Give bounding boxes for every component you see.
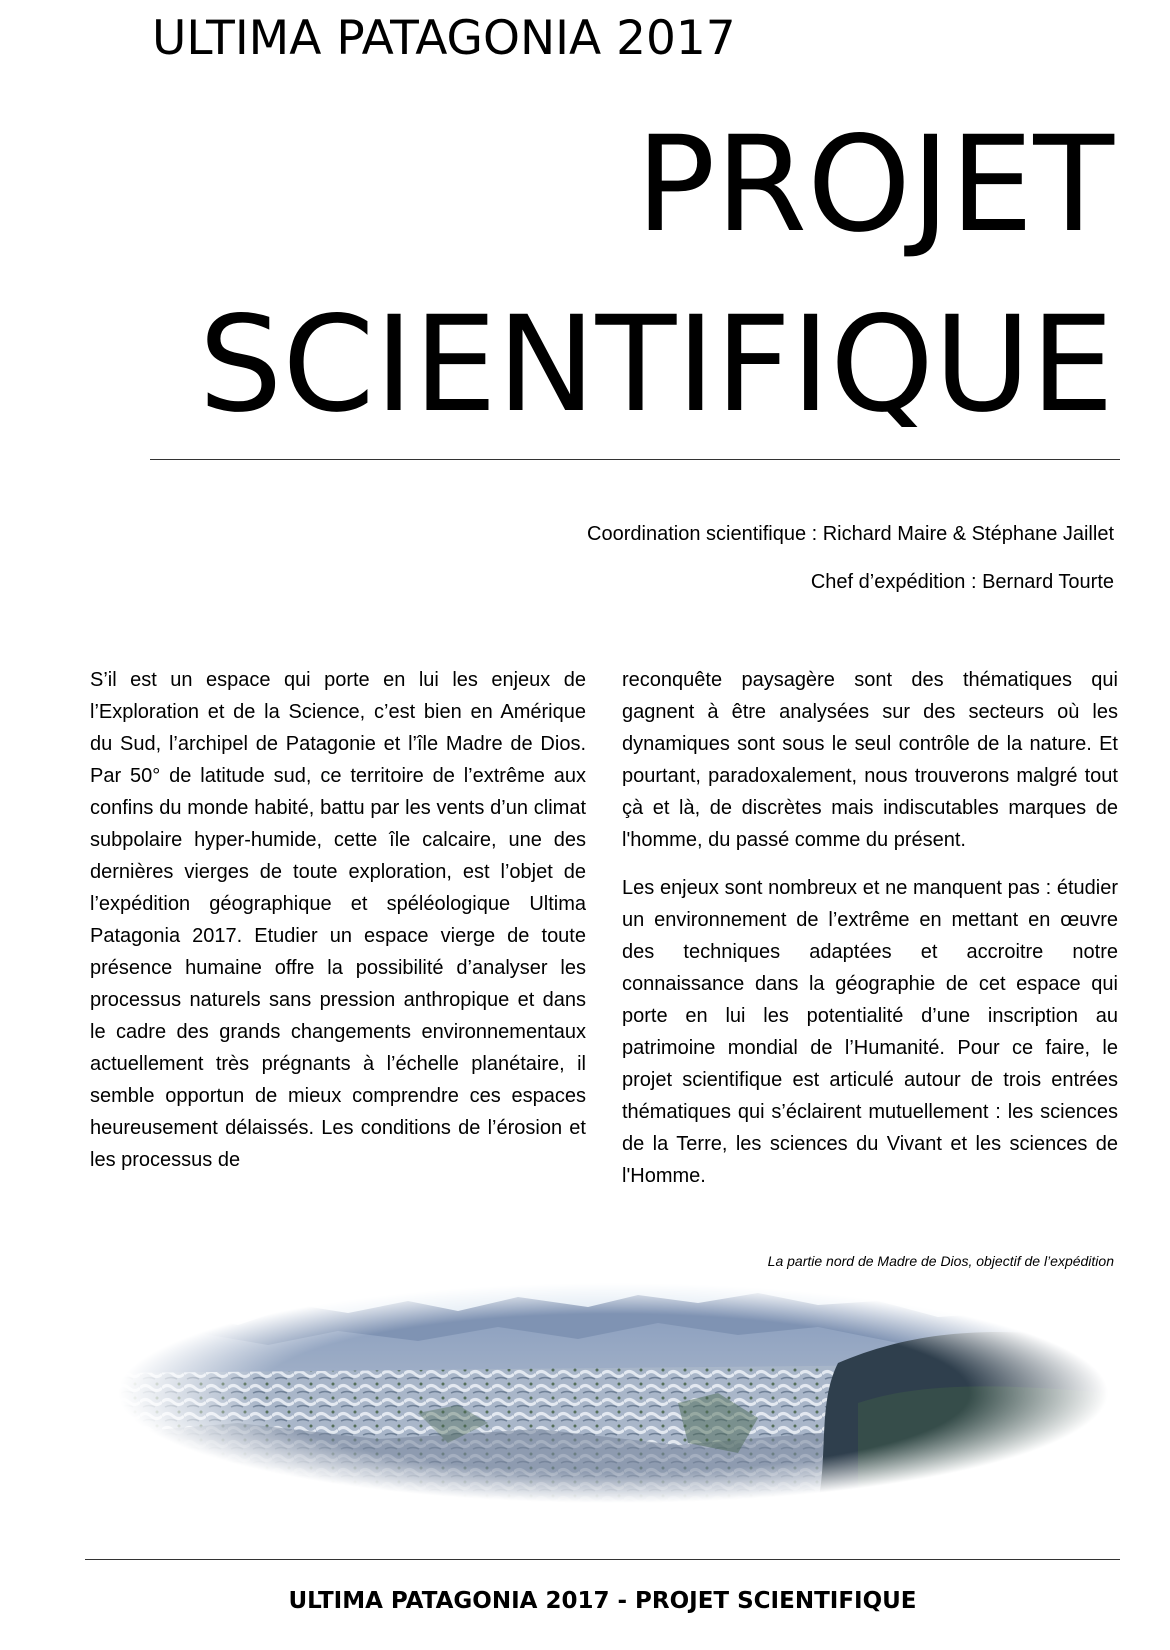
- header-divider: [150, 459, 1120, 460]
- page-footer: ULTIMA PATAGONIA 2017 - PROJET SCIENTIFIQUE: [288, 1588, 917, 1614]
- footer-divider: [85, 1559, 1120, 1560]
- expedition-leader-credit: Chef d’expédition : Bernard Tourte: [810, 571, 1114, 593]
- coordination-credit: Coordination scientifique : Richard Maire & Stéphane Jaillet: [587, 523, 1114, 545]
- panorama-photo: [118, 1283, 1108, 1503]
- document-title-line2: SCIENTIFIQUE: [198, 288, 1114, 442]
- figure-caption: La partie nord de Madre de Dios, objectif de l’expédition: [767, 1253, 1114, 1269]
- body-paragraph: Les enjeux sont nombreux et ne manquent pas : étudier un environnement de l’extrême en mettant en œuvre des techniques adaptées et accroitre notre connaissance dans la géographie de cet espace qui porte en lui les potentialité d’une inscription au patrimoine mondial de l’Humanité. Pour ce faire, le projet scientifique est articulé autour de trois entrées thématiques qui s’éclairent mutuellement : les sciences de la Terre, les sciences du Vivant et les sciences de l'Homme.: [622, 877, 1118, 1187]
- body-paragraph: S’il est un espace qui porte en lui les enjeux de l’Exploration et de la Science, c’est bien en Amérique du Sud, l’archipel de Patagonie et l’île Madre de Dios. Par 50° de latitude sud, ce territoire de l’extrême aux confins du monde habité, battu par les vents d’un climat subpolaire hyper-humide, cette île calcaire, une des dernières vierges de toute exploration, est l’objet de l’expédition géographique et spéléologique Ultima Patagonia 2017. Etudier un espace vierge de toute présence humaine offre la possibilité d’analyser les processus naturels sans pression anthropique et dans le cadre des grands changements environnementaux actuellement très prégnants à l’échelle planétaire, il semble opportun de mieux comprendre ces espaces heureusement délaissés. Les conditions de l’érosion et les processus de: [90, 669, 586, 1171]
- body-column-right: [622, 664, 1118, 1208]
- document-title-line1: PROJET: [635, 108, 1114, 262]
- body-column-left: [90, 664, 586, 1192]
- body-paragraph: reconquête paysagère sont des thématiques qui gagnent à être analysées sur des secteurs où les dynamiques sont sous le seul contrôle de la nature. Et pourtant, paradoxalement, nous trouverons malgré tout çà et là, de discrètes mais indiscutables marques de l'homme, du passé comme du présent.: [622, 669, 1118, 851]
- document-subtitle: ULTIMA PATAGONIA 2017: [152, 11, 736, 66]
